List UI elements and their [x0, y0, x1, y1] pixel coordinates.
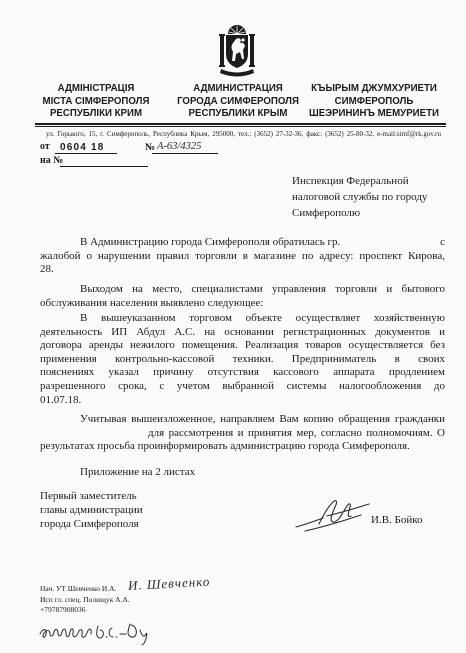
paragraph-line: жалобой о нарушении правил торговли в магазине по адресу: проспект Кирова, [40, 249, 445, 262]
signatory-position-line: главы администрации [40, 504, 143, 517]
signatory-position [40, 489, 143, 532]
header-line: РЕСПУБЛІКИ КРИМ [49, 108, 143, 119]
department-head-signature: И. Шевченко [127, 573, 211, 593]
header-russian [173, 83, 303, 121]
header-line: РЕСПУБЛИКИ КРЫМ [188, 108, 288, 119]
signatory-name: И.В. Бойко [371, 514, 423, 526]
paragraph-attachment [40, 466, 445, 480]
redacted-name [340, 236, 440, 250]
header-line: АДМІНІСТРАЦІЯ [57, 83, 135, 94]
header-ukrainian [36, 83, 156, 121]
header-line: МІСТА СІМФЕРОПОЛЯ [42, 95, 150, 107]
attachment-note: Приложение на 2 листах [80, 466, 196, 478]
paragraph-line: Учитывая вышеизложенное, направляем Вам копию обращения гражданки [80, 413, 445, 425]
paragraph-line: разрешенного срока, с учетом выбранной системы налогообложения до [40, 379, 445, 392]
header-line: СИМФЕРОПОЛЬ [334, 95, 414, 107]
header-rule-thin [35, 126, 446, 127]
date-underline [55, 153, 117, 154]
paragraph-line: Выходом на место, специалистами управления торговли и бытового [80, 283, 445, 295]
header-line: АДМИНИСТРАЦИЯ [193, 83, 283, 94]
paragraph-line: применения контрольно-кассовой техники. Предприниматель в своих [40, 352, 445, 365]
date-label: от [40, 141, 50, 152]
signatory-position-line: города Симферополя [40, 518, 139, 531]
addressee-line: Инспекция Федеральной [292, 175, 409, 187]
department-head: Нач. УТ Шевченко И.А. [40, 584, 117, 593]
registration-date: 0604 18 [60, 141, 105, 153]
paragraph-findings [40, 312, 445, 407]
executor-name: Исп гл. спец. Полищук А.А. [40, 594, 130, 604]
reply-number-underline [60, 166, 148, 167]
registration-number: А-63/4325 [157, 140, 202, 152]
addressee-block [292, 173, 427, 221]
addressee-line: Симферополю [292, 207, 361, 219]
line-text: с [440, 236, 445, 248]
paragraph-inspection [40, 283, 445, 310]
paragraph-line [40, 427, 445, 441]
paragraph-line: обслуживания населения выявлено следующее: [40, 296, 264, 309]
paragraph-line: деятельность ИП Абдул А.С. на основании регистрационных документов и [40, 325, 445, 338]
line-text: В Администрацию города Симферополя обратилась гр. [80, 236, 341, 248]
number-label: № [145, 141, 156, 153]
paragraph-line: пояснениях указал причину отсутствия кассового аппарата продлением [40, 366, 445, 379]
paragraph-line: 28. [40, 263, 54, 276]
header-line: ГОРОДА СИМФЕРОПОЛЯ [177, 95, 299, 107]
header-line: ШЕЭРИНИНЪ МЕМУРИЕТИ [309, 108, 439, 119]
header-rule [35, 123, 446, 125]
contact-address: ул. Горького, 15, г. Симферополь, Республика Крым, 295000, тел.: (3652) 27-32-36, факс: (3652) 25-80-32, e-mail:simf@rk.gov.ru [46, 130, 441, 138]
paragraph-line: 01.07.18. [40, 393, 82, 406]
executor-phone: +79787908036 [40, 605, 86, 614]
executor-info [40, 584, 130, 616]
redacted-name [40, 427, 148, 441]
number-underline [152, 153, 218, 154]
signatory-position-line: Первый заместитель [40, 490, 137, 502]
paragraph-line: В вышеуказанном торговом объекте осуществляет хозяйственную [80, 312, 445, 324]
paragraph-complaint [40, 236, 445, 277]
paragraph-line: результатах просьба проинформировать администрацию города Симферополя. [40, 440, 410, 453]
header-crimean-tatar [304, 83, 444, 121]
paragraph-line: договора аренды нежилого помещения. Реализация товаров осуществляется без [40, 339, 445, 352]
addressee-line: налоговой службы по городу [292, 191, 428, 203]
reply-number-label: на № [40, 154, 64, 166]
handwritten-note [38, 616, 158, 646]
paragraph-request [40, 413, 445, 454]
coat-of-arms-icon [217, 19, 257, 79]
handwritten-signature [293, 494, 373, 534]
line-text: для рассмотрения и принятия мер, согласно полномочиям. О [148, 426, 445, 439]
header-line: КЪЫРЫМ ДЖУМХУРИЕТИ [311, 83, 437, 94]
paragraph-line [80, 236, 445, 250]
